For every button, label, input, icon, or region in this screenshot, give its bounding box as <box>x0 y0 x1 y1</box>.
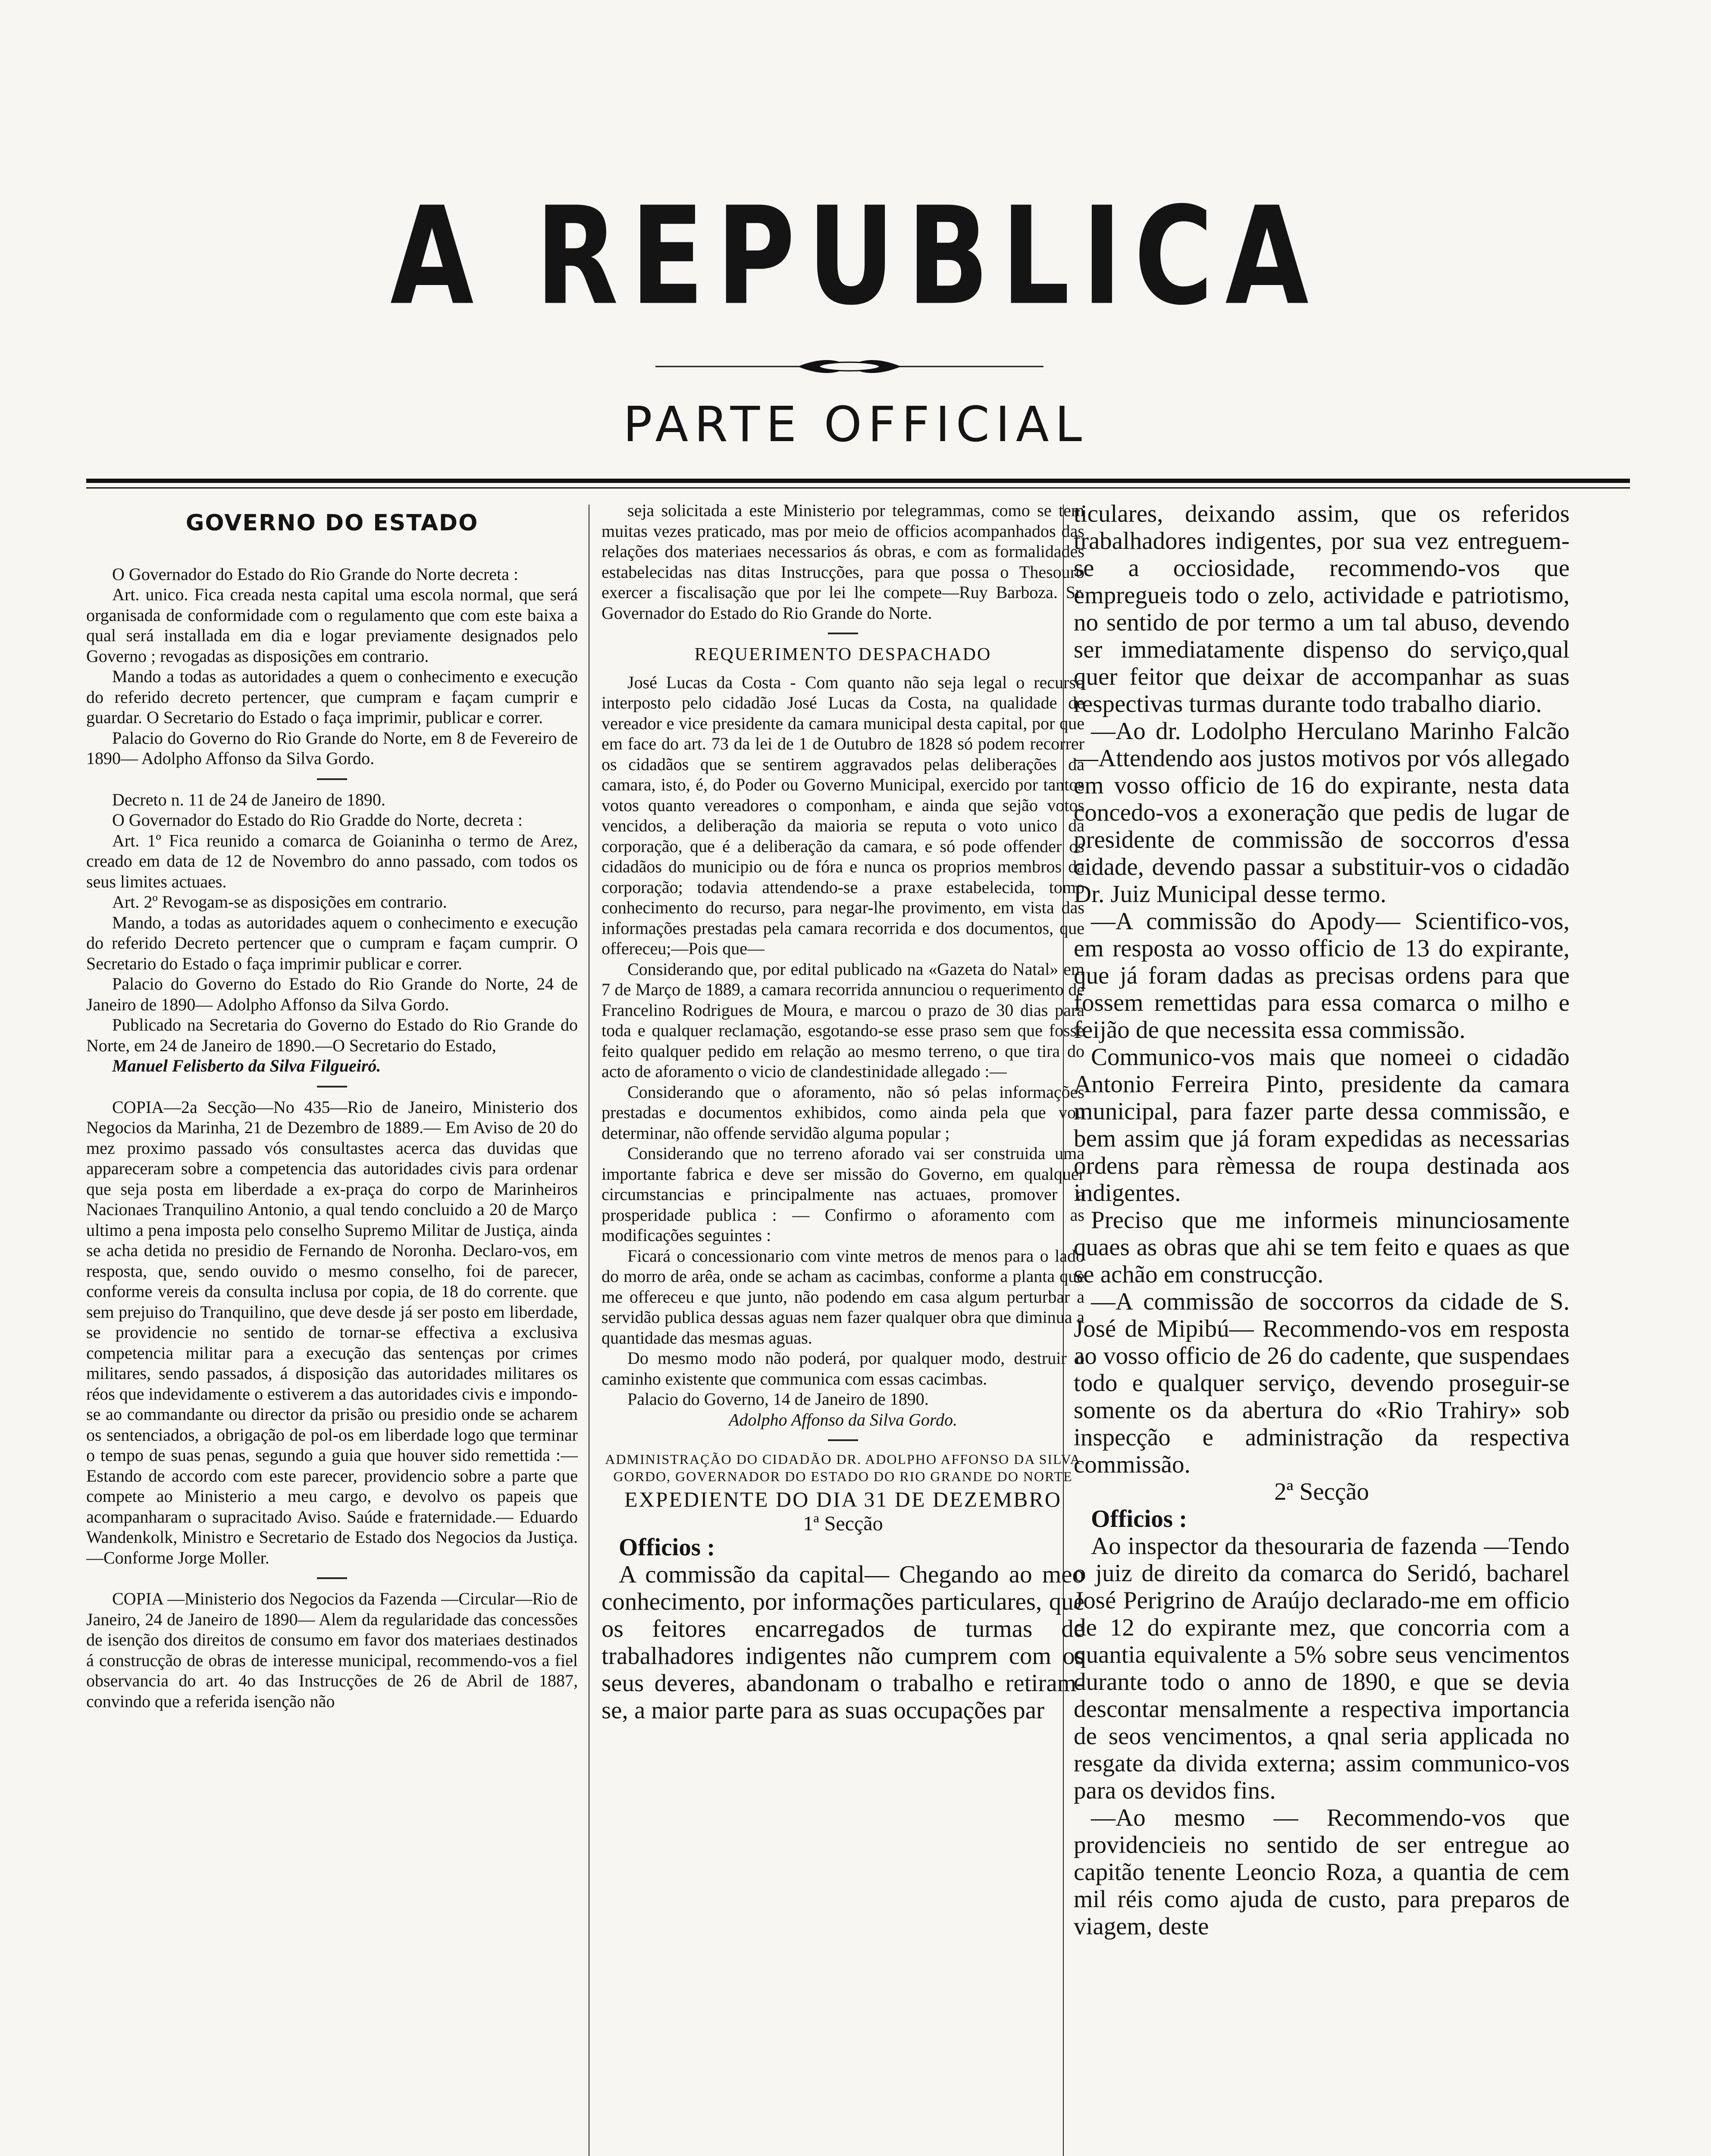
paragraph: Art. unico. Fica creada nesta capital uma escola normal, que será organisada de conformidade com o regulamento que com este baixa a qual será installada em dia e logar previamente designados pelo Governo ; revogadas as disposições em contrario. <box>86 585 578 666</box>
officios-label: Officios : <box>1091 1505 1188 1532</box>
separator <box>317 1086 347 1087</box>
paragraph: Ficará o concessionario com vinte metros de menos para o lado do morro de arêa, onde se acham as cacimbas, conforme a planta que me offereceu e que junto, não podendo em casa algum perturbar a servidão publica dessas aguas nem fazer qualquer obra que diminua a quantidade das mesmas aguas. <box>602 1246 1084 1348</box>
separator <box>317 1577 347 1579</box>
paragraph: Palacio do Governo do Rio Grande do Norte, em 8 de Fevereiro de 1890— Adolpho Affonso da Silva Gordo. <box>86 728 578 768</box>
ornament-divider <box>655 358 1044 375</box>
paragraph: Art. 1º Fica reunido a comarca de Goianinha o termo de Arez, creado em data de 12 de Novembro do anno passado, com todos os seus limites actuaes. <box>86 830 578 891</box>
paragraph: ticulares, deixando assim, que os referidos trabalhadores indigentes, por sua vez entreguem-se a occiosidade, recommendo-vos que empregueis todo o zelo, actividade e patriotismo, no sentido de por termo a um tal abuso, devendo ser immediatamente dispenso do serviço,qual quer feitor que deixar de accompanhar as suas respectivas turmas durante todo trabalho diario. <box>1074 500 1570 718</box>
paragraph: Preciso que me informeis minunciosamente quaes as obras que ahi se tem feito e quaes as que se achão em construcção. <box>1074 1206 1570 1288</box>
paragraph: —Ao dr. Lodolpho Herculano Marinho Falcão—Attendendo aos justos motivos por vós allegado em vosso officio de 16 do expirante, nesta data concedo-vos a exoneração que pedis de lugar de presidente de commissão de soccorros d'essa cidade, devendo passar a substituir-vos o cidadão Dr. Juiz Municipal desse termo. <box>1074 718 1570 908</box>
newspaper-title: A REPUBLICA <box>390 178 1321 335</box>
paragraph: Decreto n. 11 de 24 de Janeiro de 1890. <box>112 790 385 809</box>
seccao-label: 1ª Secção <box>803 1512 883 1535</box>
paragraph: —A commissão de soccorros da cidade de S. José de Mipibú— Recommendo-vos em resposta ao vosso officio de 26 do cadente, que suspendaes todo e qualquer serviço, devendo proseguir-se somente os da abertura do «Rio Trahiry» sob inspecção e administração da respectiva commissão. <box>1074 1288 1570 1478</box>
heading-requerimento: REQUERIMENTO DESPACHADO <box>694 645 992 664</box>
paragraph: Considerando que no terreno aforado vai ser construida uma importante fabrica e deve ser missão do Governo, em qualquer circumstancias e principalmente nas actuaes, promover a prosperidade publica : — Confirmo o aforamento com as modificações seguintes : <box>602 1144 1084 1245</box>
heading-governo: GOVERNO DO ESTADO <box>185 510 479 536</box>
paragraph: Considerando que, por edital publicado na «Gazeta do Natal» em 7 de Março de 1889, a camara recorrida annunciou o requerimento de Francelino Rodrigues de Moura, e marcou o prazo de 30 dias para toda e qualquer reclamação, esgotando-se esse praso sem que fosse feito qualquer pedido em relação ao mesmo terreno, o que tira do acto de aforamento o vicio de clandestinidade allegado :— <box>602 959 1084 1081</box>
column-3 <box>1074 500 1570 2156</box>
paragraph: Considerando que o aforamento, não só pelas informações prestadas e documentos exhibidos, como ainda pela que vou determinar, não offende servidão alguma popular ; <box>602 1082 1084 1143</box>
paragraph: Mando a todas as autoridades a quem o conhecimento e execução do referido decreto pertencer, que cumpram e façam cumprir e guardar. O Secretario do Estado o faça imprimir, publicar e correr. <box>86 667 578 727</box>
separator <box>828 1439 858 1441</box>
column-2 <box>602 500 1084 2156</box>
paragraph: COPIA—2a Secção—No 435—Rio de Janeiro, Ministerio dos Negocios da Marinha, 21 de Dezembro de 1889.— Em Aviso de 20 do mez proximo passado vós consultastes acerca das duvidas que appareceram sobre a competencia das autoridades civis para ordenar que seja posta em liberdade a ex-praça do corpo de Marinheiros Nacionaes Tranquilino Antonio, a qual tendo concluido a 20 de Março ultimo a pena imposta pelo conselho Supremo Militar de Justiça, ainda se acha detida no presidio de Fernando de Noronha. Declaro-vos, em resposta, que, sendo ouvido o mesmo conselho, foi de parecer, conforme vereis da consulta inclusa por copia, de 18 do corrente. que sem prejuiso do Tranquilino, que deve desde já ser posto em liberdade, se providencie no sentido de tornar-se effectiva a exclusiva competencia militar para a execução das sentenças por crimes militares, sendo passados, á disposição das autoridades militares os réos que indevidamente o estiverem a das autoridades civis e impondo-se ao commandante ou director da prisão ou presidio onde se acharem os sentenciados, a obrigação de pol-os em liberdade logo que terminar o tempo de suas penas, segundo a guia que houver sido remettida :— Estando de accordo com este parecer, providencio sobre a parte que compete ao Ministerio a meu cargo, e devolvo os papeis que acompanharam o supracitado Aviso. Saúde e fraternidade.— Eduardo Wandenkolk, Ministro e Secretario de Estado dos Negocios da Justiça. —Conforme Jorge Moller. <box>86 1097 578 1567</box>
signature: Manuel Felisberto da Silva Filgueiró. <box>112 1056 381 1075</box>
signature: Adolpho Affonso da Silva Gordo. <box>729 1410 957 1429</box>
paragraph: O Governador do Estado do Rio Grande do Norte decreta : <box>112 564 518 584</box>
paragraph: O Governador do Estado do Rio Gradde do Norte, decreta : <box>112 810 523 830</box>
separator <box>317 778 347 780</box>
paragraph: Palacio do Governo do Estado do Rio Grande do Norte, 24 de Janeiro de 1890— Adolpho Affonso da Silva Gordo. <box>86 974 578 1014</box>
paragraph: Communico-vos mais que nomeei o cidadão Antonio Ferreira Pinto, presidente da camara municipal, para fazer parte dessa commissão, e bem assim que já foram expedidas as necessarias ordens para rèmessa de roupa destinada aos indigentes. <box>1074 1044 1570 1206</box>
paragraph: Do mesmo modo não poderá, por qualquer modo, destruir o caminho existente que communica com essas cacimbas. <box>602 1348 1084 1388</box>
paragraph: Ao inspector da thesouraria de fazenda —Tendo o juiz de direito da comarca do Seridó, bacharel José Perigrino de Araújo declarado-me em officio de 12 do expirante mez, que concorria com a quantia equivalente a 5% sobre seus vencimentos durante todo o anno de 1890, e que se devia descontar mensalmente a respectiva importancia de seos vencimentos, a qnal seria applicada no resgate da divida externa; assim communico-vos para os devidos fins. <box>1074 1532 1570 1804</box>
administration-header: ADMINISTRAÇÃO DO CIDADÃO DR. ADOLPHO AFFONSO DA SILVA GORDO, GOVERNADOR DO ESTADO DO RIO GRANDE DO NORTE <box>605 1451 1081 1484</box>
separator <box>828 633 858 634</box>
paragraph: —Ao mesmo — Recommendo-vos que providencieis no sentido de ser entregue ao capitão tenente Leoncio Roza, a quantia de cem mil réis como ajuda de custo, para preparos de viagem, deste <box>1074 1804 1570 1940</box>
paragraph: seja solicitada a este Ministerio por telegrammas, como se tem muitas vezes praticado, mas por meio de officios acompanhados das relações dos materiaes necessarios ás obras, e com as formalidades estabelecidas nas ditas Instrucções, para que possa o Thesouro exercer a fiscalisação que por lei lhe compete—Ruy Barboza. Sr. Governador do Estado do Rio Grande do Norte. <box>602 501 1084 623</box>
paragraph: Mando, a todas as autoridades aquem o conhecimento e execução do referido Decreto pertencer que o cumpram e façam cumprir. O Secretario do Estado o faça imprimir publicar e correr. <box>86 912 578 973</box>
paragraph: Palacio do Governo, 14 de Janeiro de 1890. <box>627 1389 929 1409</box>
expediente-heading: EXPEDIENTE DO DIA 31 DE DEZEMBRO <box>624 1487 1062 1511</box>
column-1 <box>86 500 578 2156</box>
section-title: PARTE OFFICIAL <box>623 397 1088 453</box>
paragraph: —A commissão do Apody— Scientifico-vos, em resposta ao vosso officio de 13 do expirante, que já foram dadas as precisas ordens para que fossem remettidas para essa comarca o milho e feijão de que necessita essa commissão. <box>1074 908 1570 1044</box>
header-rule-thin <box>86 487 1630 489</box>
paragraph: A commissão da capital— Chegando ao meo conhecimento, por informações particulares, que os feitores encarregados de turmas de trabalhadores indigentes não cumprem com os seus deveres, abandonam o trabalho e retiram-se, a maior parte para as suas occupações par <box>602 1561 1084 1724</box>
paragraph: José Lucas da Costa - Com quanto não seja legal o recurso interposto pelo cidadão José Lucas da Costa, na qualidade de vereador e vice presidente da camara municipal desta capital, por que em face do art. 73 da lei de 1 de Outubro de 1828 só podem recorrer os cidadãos que se sentirem aggravados pelas deliberações da camara, isto, é, do Poder ou Governo Municipal, exercido por tantos votos quanto vereadores o componham, e ainda que sejão votos vencidos, a deliberação da maioria se reputa o voto unico da corporação, que é a deliberação da camara, e só pode offender os cidadãos do municipio ou de fóra e nunca os proprios membros da corporação; todavia attendendo-se a praxe estabelecida, tomo conhecimento do recurso, para negar-lhe provimento, em vista das informações prestadas pela camara recorrida e dos documentos, que offereceu;—Pois que— <box>602 672 1084 958</box>
paragraph: Publicado na Secretaria do Governo do Estado do Rio Grande do Norte, em 24 de Janeiro de 1890.—O Secretario do Estado, <box>86 1015 578 1055</box>
paragraph: COPIA —Ministerio dos Negocios da Fazenda —Circular—Rio de Janeiro, 24 de Janeiro de 1890— Alem da regularidade das concessões de isenção dos direitos de consumo em favor dos materiaes destinados á construcção de obras de interesse municipal, recommendo-vos a fiel observancia do art. 4o das Instrucções de 26 de Abril de 1887, convindo que a referida isenção não <box>86 1589 578 1711</box>
paragraph: Art. 2º Revogam-se as disposições em contrario. <box>112 892 447 912</box>
header-rule-thick <box>86 479 1630 483</box>
officios-label: Officios : <box>619 1534 715 1561</box>
seccao-label: 2ª Secção <box>1274 1478 1369 1505</box>
